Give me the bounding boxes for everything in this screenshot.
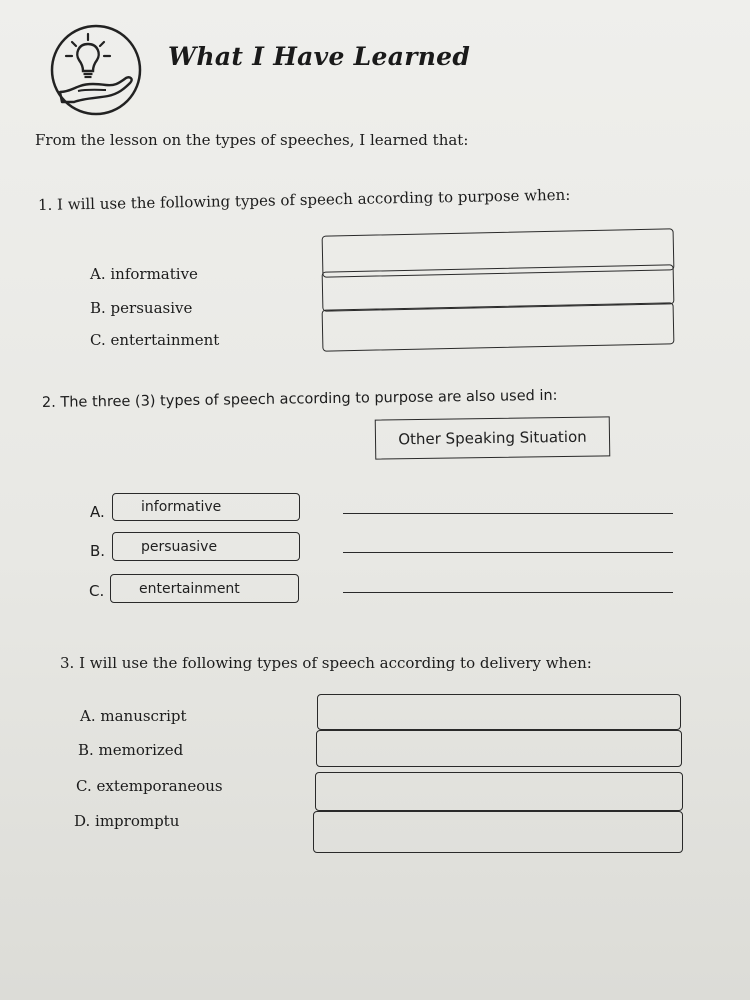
- section3-item-extemporaneous: C. extemporaneous: [76, 777, 223, 795]
- section1-item-informative: A. informative: [90, 265, 198, 283]
- section3-answer-box-memorized[interactable]: [316, 730, 682, 767]
- section3-answer-box-extemporaneous[interactable]: [315, 772, 683, 811]
- section1-answer-box-entertainment[interactable]: [322, 302, 675, 351]
- section2-letter-b: B.: [90, 542, 106, 560]
- section3-answer-box-impromptu[interactable]: [313, 811, 683, 853]
- intro-text: From the lesson on the types of speeches, I learned that:: [35, 131, 469, 149]
- other-speaking-situation-box: Other Speaking Situation: [375, 416, 611, 459]
- section3-item-manuscript: A. manuscript: [80, 707, 187, 725]
- section2-answer-line-informative[interactable]: [343, 513, 673, 514]
- section2-answer-line-persuasive[interactable]: [343, 552, 673, 553]
- page-title: What I Have Learned: [168, 42, 471, 71]
- section2-label-persuasive: persuasive: [112, 532, 300, 561]
- section2-letter-c: C.: [89, 582, 105, 600]
- section3-prompt: 3. I will use the following types of speech according to delivery when:: [60, 654, 592, 672]
- lightbulb-in-hand-icon: [48, 22, 144, 118]
- section1-item-persuasive: B. persuasive: [90, 299, 193, 317]
- section2-answer-line-entertainment[interactable]: [343, 592, 673, 593]
- section2-label-informative: informative: [112, 493, 300, 521]
- section3-answer-box-manuscript[interactable]: [317, 694, 681, 730]
- section2-prompt: 2. The three (3) types of speech according to purpose are also used in:: [41, 387, 558, 411]
- section1-prompt: 1. I will use the following types of speech according to purpose when:: [37, 185, 571, 214]
- section2-label-entertainment: entertainment: [110, 574, 299, 603]
- section1-item-entertainment: C. entertainment: [90, 331, 220, 349]
- section2-letter-a: A.: [90, 503, 105, 521]
- section3-item-impromptu: D. impromptu: [74, 812, 180, 830]
- section3-item-memorized: B. memorized: [78, 741, 184, 759]
